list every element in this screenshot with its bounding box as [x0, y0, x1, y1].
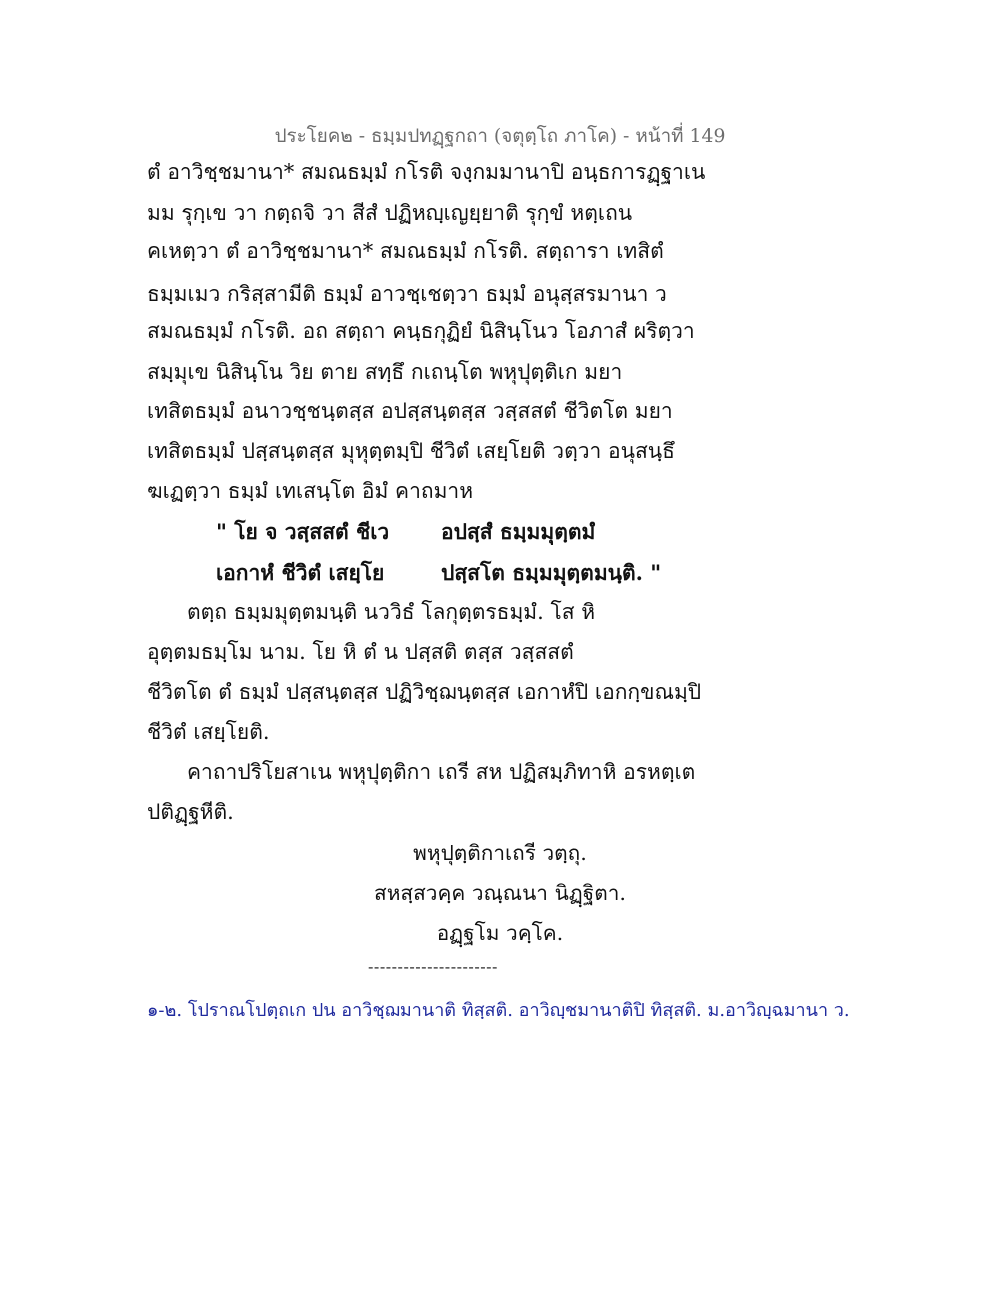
- text-line: มม รุกฺเข วา กตฺถจิ วา สีสํ ปฏิหญฺเญยฺยาติ รุกฺขํ หตฺเถน: [147, 201, 633, 225]
- text-line: ธมฺมเมว กริสฺสามีติ ธมฺมํ อาวชฺเชตฺวา ธมฺมํ อนุสฺสรมานา ว: [147, 282, 667, 306]
- footnote: ๑-๒. โปราณโปตฺถเก ปน อาวิชฺฌมานาติ ทิสฺสติ. อาวิญฺชมานาติปิ ทิสฺสติ. ม.อาวิญฺฉมานา ว.: [147, 1000, 850, 1021]
- text-line: คเหตฺวา ตํ อาวิชฺชมานา* สมณธมฺมํ กโรติ. สตฺถารา เทสิตํ: [147, 239, 664, 263]
- text-line: ปติฏฺฐหีติ.: [147, 800, 234, 824]
- text-line: อุตฺตมธมฺโม นาม. โย หิ ตํ น ปสฺสติ ตสฺส วสฺสสตํ: [147, 640, 574, 664]
- text-line: สมฺมุเข นิสินฺโน วิย ตาย สทฺธึ กเถนฺโต พหุปุตฺติเก มยา: [147, 360, 623, 384]
- text-line: ชีวิตํ เสยฺโยติ.: [147, 720, 270, 744]
- closing-line: สหสฺสวคฺค วณฺณนา นิฏฺฐิตา.: [374, 881, 626, 905]
- text-line: สมณธมฺมํ กโรติ. อถ สตฺถา คนฺธกุฏิยํ นิสินฺโนว โอภาสํ ผริตฺวา: [147, 319, 695, 343]
- verse-line-left: " โย จ วสฺสสตํ ชีเว: [216, 519, 390, 544]
- text-line: เทสิตธมฺมํ ปสฺสนฺตสฺส มุหุตฺตมฺปิ ชีวิตํ เสยฺโยติ วตฺวา อนุสนฺธึ: [147, 439, 675, 463]
- text-line: ชีวิตโต ตํ ธมฺมํ ปสฺสนฺตสฺส ปฏิวิชฺฌนฺตสฺส เอกาหํปิ เอกกฺขณมฺปิ: [147, 680, 702, 704]
- closing-line: อฏฺฐโม วคฺโค.: [436, 921, 564, 945]
- page-header: ประโยค๒ - ธมฺมปทฏฺฐกถา (จตุตฺโถ ภาโค) - หน้าที่ 149: [274, 126, 726, 147]
- verse-line-right: อปสฺสํ ธมฺมมุตฺตมํ: [441, 519, 596, 544]
- text-line: เทสิตธมฺมํ อนาวชฺชนฺตสฺส อปสฺสนฺตสฺส วสฺสสตํ ชีวิตโต มยา: [147, 399, 673, 423]
- text-line: คาถาปริโยสาเน พหุปุตฺติกา เถรี สห ปฏิสมฺภิทาหิ อรหตฺเต: [187, 760, 696, 784]
- text-line: ฆเฏตฺวา ธมฺมํ เทเสนฺโต อิมํ คาถมาห: [147, 479, 474, 503]
- verse-line-left: เอกาหํ ชีวิตํ เสยฺโย: [216, 560, 385, 585]
- text-line: ตํ อาวิชฺชมานา* สมณธมฺมํ กโรติ จงฺกมมานาปิ อนฺธการฏฺฐาเน: [147, 160, 706, 184]
- footnote-separator: ----------------------: [368, 957, 498, 976]
- text-line: ตตฺถ ธมฺมมุตฺตมนฺติ นววิธํ โลกุตฺตรธมฺมํ. โส หิ: [187, 600, 596, 624]
- verse-line-right: ปสฺสโต ธมฺมมุตฺตมนฺติ. ": [441, 560, 662, 585]
- closing-line: พหุปุตฺติกาเถรี วตฺถุ.: [413, 841, 587, 865]
